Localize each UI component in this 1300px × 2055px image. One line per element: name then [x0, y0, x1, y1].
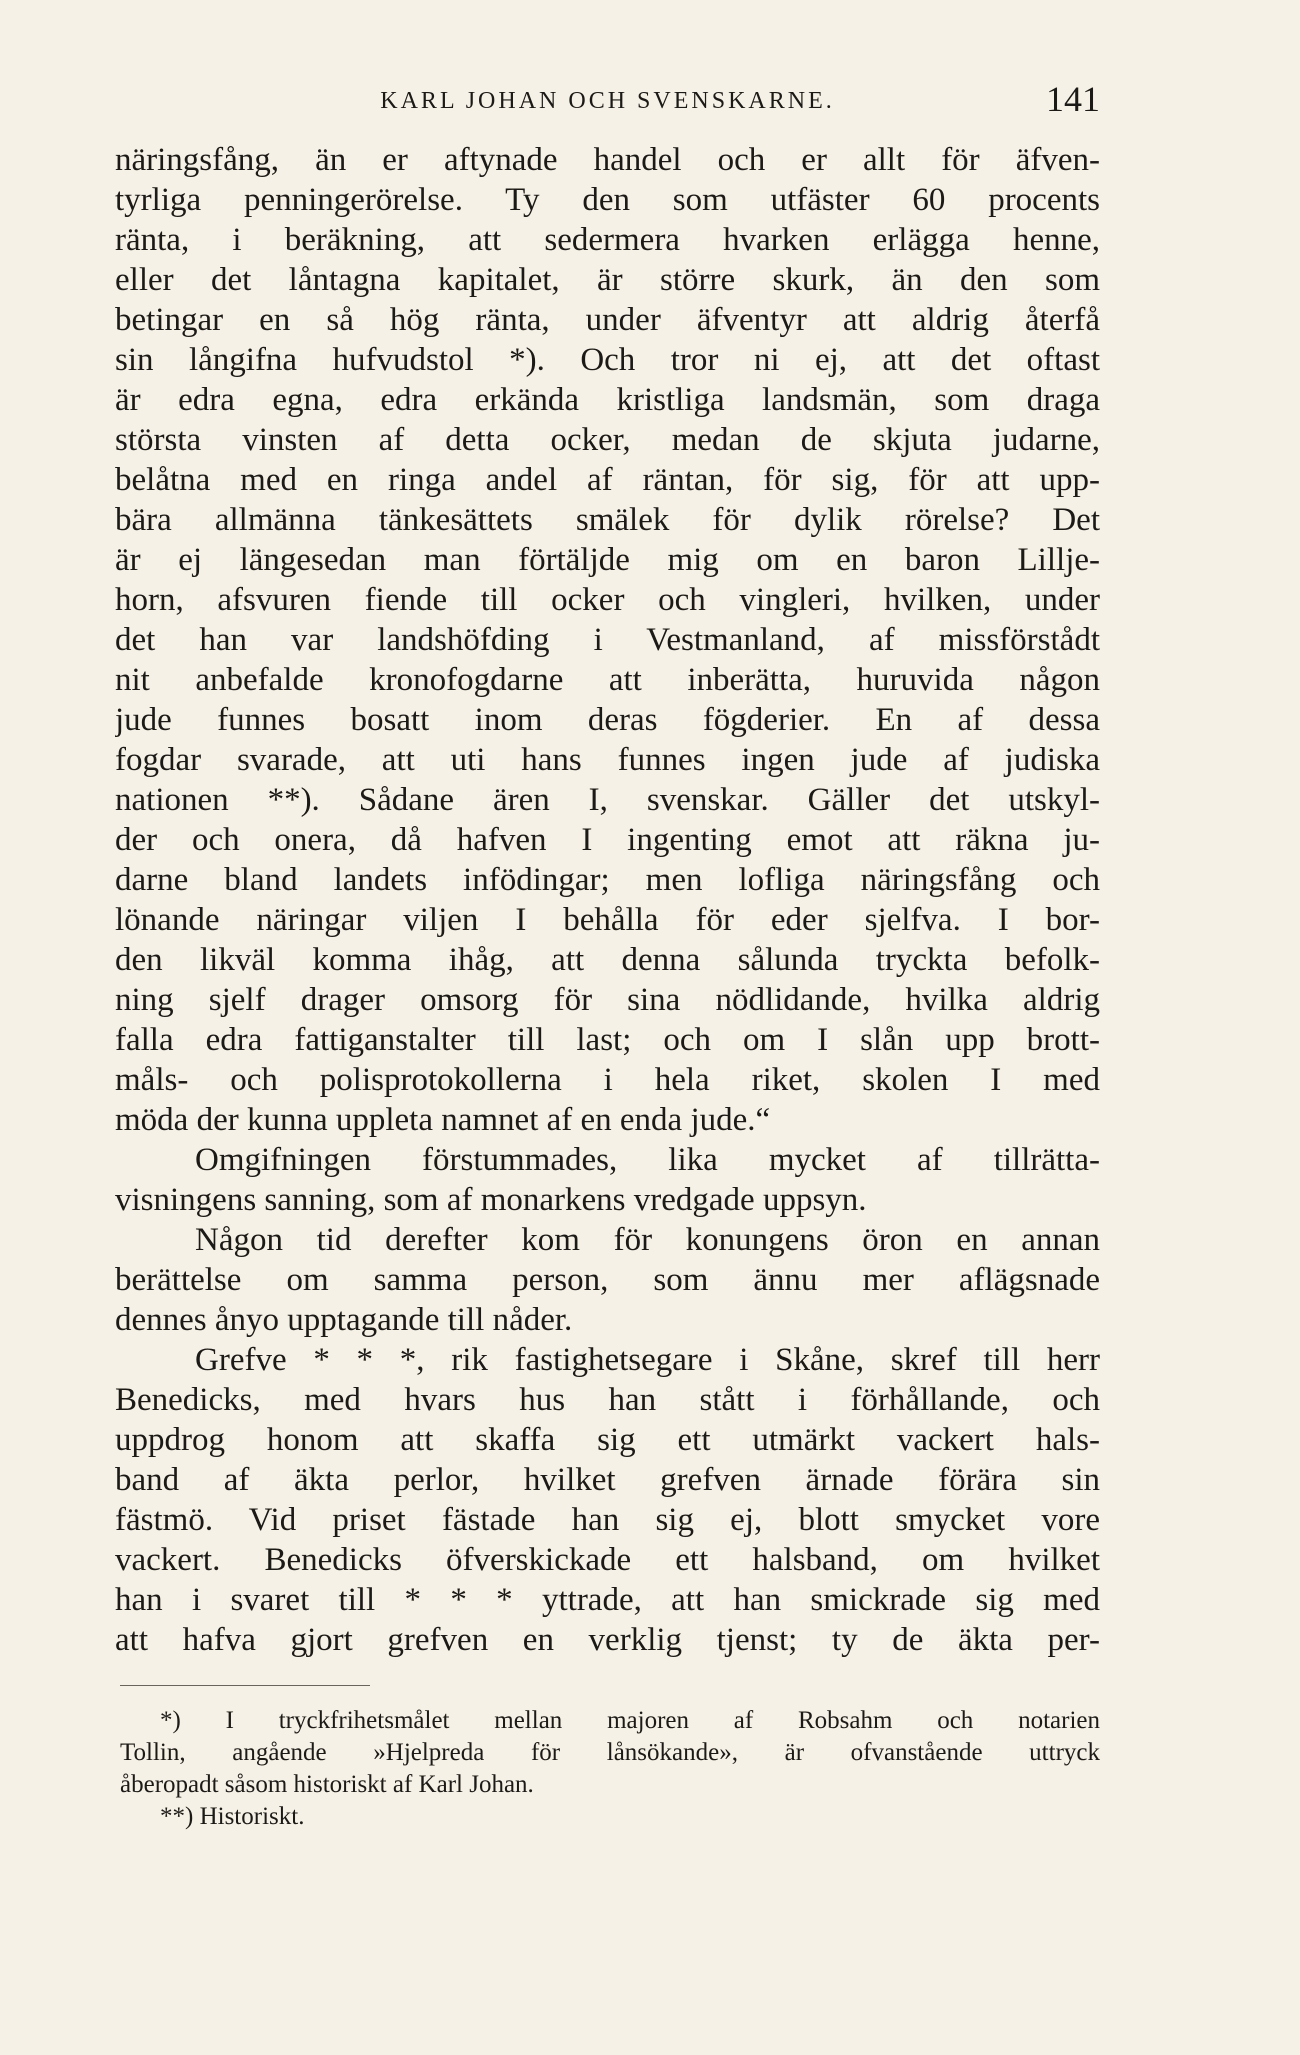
footnote-line: Tollin, angående »Hjelpreda för lånsökande», är ofvanstående uttryck [120, 1739, 1100, 1766]
text-line: eller det låntagna kapitalet, är större skurk, än den som [115, 262, 1100, 298]
paragraph-start-line: Någon tid derefter kom för konungens öron en annan [195, 1222, 1100, 1258]
text-line: näringsfång, än er aftynade handel och er allt för äfven- [115, 142, 1100, 178]
text-line: lönande näringar viljen I behålla för eder sjelfva. I bor- [115, 902, 1100, 938]
text-line: är edra egna, edra erkända kristliga landsmän, som draga [115, 382, 1100, 418]
text-line: belåtna med en ringa andel af räntan, för sig, för att upp- [115, 462, 1100, 498]
text-line: fogdar svarade, att uti hans funnes ingen jude af judiska [115, 742, 1100, 778]
text-line: det han var landshöfding i Vestmanland, af missförstådt [115, 622, 1100, 658]
text-line: är ej längesedan man förtäljde mig om en baron Lillje- [115, 542, 1100, 578]
text-line: der och onera, då hafven I ingenting emot att räkna ju- [115, 822, 1100, 858]
text-line: möda der kunna uppleta namnet af en enda jude.“ [115, 1102, 771, 1138]
page-number: 141 [1046, 79, 1100, 119]
text-line: måls- och polisprotokollerna i hela riket, skolen I med [115, 1062, 1100, 1098]
footnote-line: **) Historiskt. [160, 1803, 305, 1830]
running-title: KARL JOHAN OCH SVENSKARNE. [380, 88, 835, 114]
text-line: ränta, i beräkning, att sedermera hvarken erlägga henne, [115, 222, 1100, 258]
text-line: bära allmänna tänkesättets smälek för dylik rörelse? Det [115, 502, 1100, 538]
text-line: darne bland landets infödingar; men lofliga näringsfång och [115, 862, 1100, 898]
text-line: att hafva gjort grefven en verklig tjenst; ty de äkta per- [115, 1622, 1100, 1658]
text-line: ning sjelf drager omsorg för sina nödlidande, hvilka aldrig [115, 982, 1100, 1018]
text-line: berättelse om samma person, som ännu mer aflägsnade [115, 1262, 1100, 1298]
body-text [115, 140, 1100, 1660]
text-line: Benedicks, med hvars hus han stått i förhållande, och [115, 1382, 1100, 1418]
text-line: horn, afsvuren fiende till ocker och vingleri, hvilken, under [115, 582, 1100, 618]
footnote-divider [120, 1685, 370, 1686]
text-line: nit anbefalde kronofogdarne att inberätta, huruvida någon [115, 662, 1100, 698]
text-line: fästmö. Vid priset fästade han sig ej, blott smycket vore [115, 1502, 1100, 1538]
text-line: sin långifna hufvudstol *). Och tror ni ej, att det oftast [115, 342, 1100, 378]
text-line: tyrliga penningerörelse. Ty den som utfäster 60 procents [115, 182, 1100, 218]
text-line: största vinsten af detta ocker, medan de skjuta judarne, [115, 422, 1100, 458]
text-line: den likväl komma ihåg, att denna sålunda tryckta befolk- [115, 942, 1100, 978]
text-line: nationen **). Sådane ären I, svenskar. Gäller det utskyl- [115, 782, 1100, 818]
text-line: falla edra fattiganstalter till last; och om I slån upp brott- [115, 1022, 1100, 1058]
text-line: band af äkta perlor, hvilket grefven ärnade förära sin [115, 1462, 1100, 1498]
footnote-line: *) I tryckfrihetsmålet mellan majoren af Robsahm och notarien [160, 1707, 1100, 1734]
text-line: vackert. Benedicks öfverskickade ett halsband, om hvilket [115, 1542, 1100, 1578]
text-line: dennes ånyo upptagande till nåder. [115, 1302, 573, 1338]
text-line: visningens sanning, som af monarkens vredgade uppsyn. [115, 1182, 867, 1218]
text-line: jude funnes bosatt inom deras fögderier. En af dessa [115, 702, 1100, 738]
text-line: uppdrog honom att skaffa sig ett utmärkt vackert hals- [115, 1422, 1100, 1458]
running-head [115, 78, 1100, 128]
text-line: han i svaret till * * * yttrade, att han smickrade sig med [115, 1582, 1100, 1618]
paragraph-start-line: Grefve * * *, rik fastighetsegare i Skåne, skref till herr [195, 1342, 1100, 1378]
text-line: betingar en så hög ränta, under äfventyr att aldrig återfå [115, 302, 1100, 338]
footnotes [120, 1705, 1100, 1833]
footnote-line: åberopadt såsom historiskt af Karl Johan. [120, 1771, 534, 1798]
paragraph-start-line: Omgifningen förstummades, lika mycket af tillrätta- [195, 1142, 1100, 1178]
